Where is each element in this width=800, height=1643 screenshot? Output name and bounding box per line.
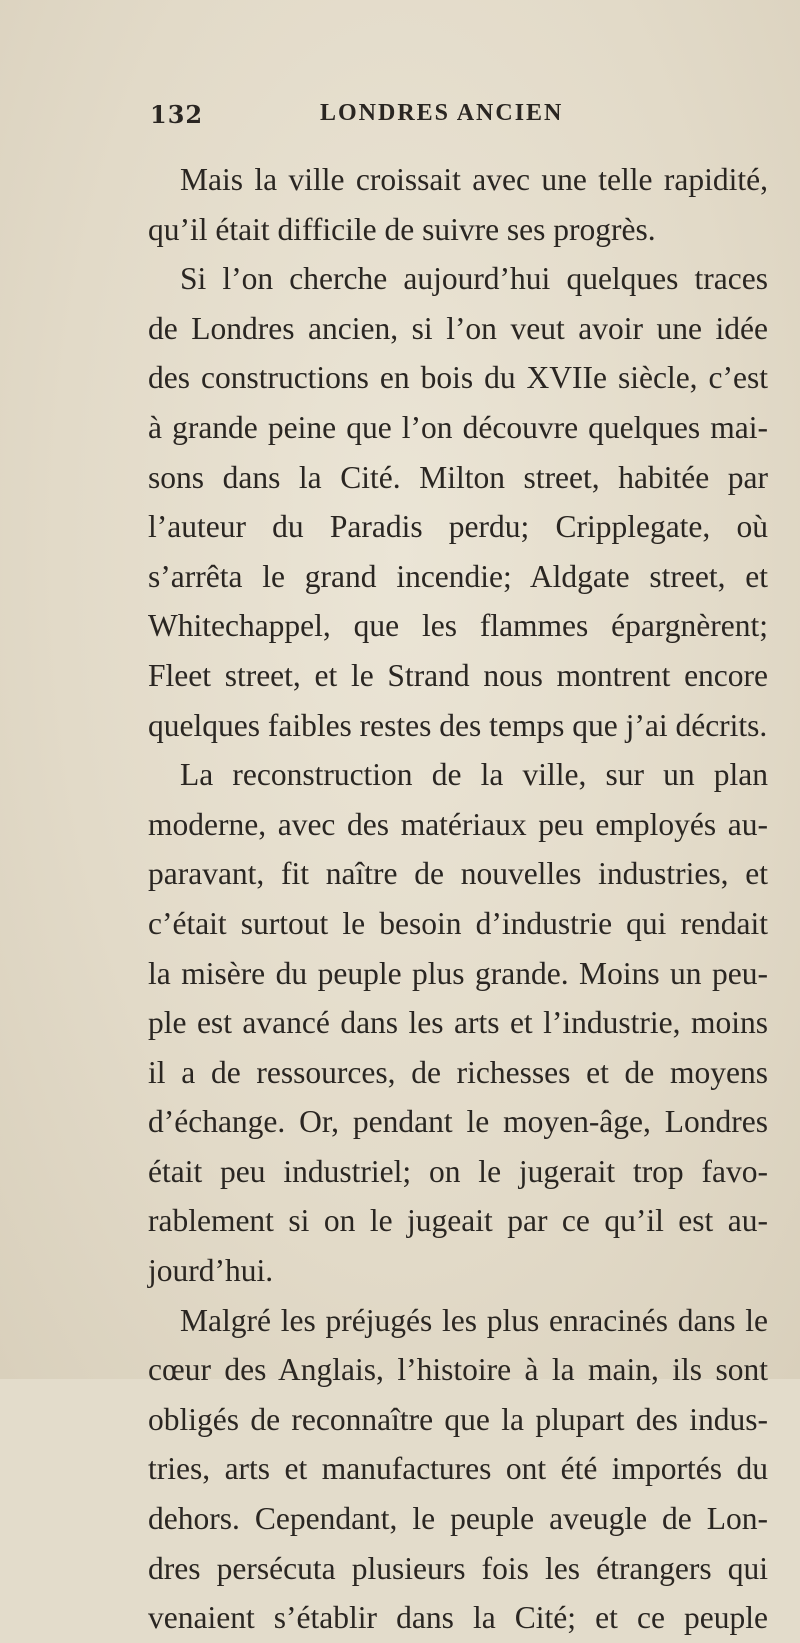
text-line: qu’il était difficile de suivre ses progrès. — [148, 211, 656, 247]
text-line: obligés de reconnaître que la plupart des indus- — [148, 1401, 768, 1437]
text-line: sons dans la Cité. Milton street, habitée par — [148, 459, 768, 495]
text-line: jourd’hui. — [148, 1253, 274, 1289]
text-line: Malgré les préjugés les plus enracinés dans le — [180, 1302, 768, 1338]
text-line: à grande peine que l’on découvre quelques mai- — [148, 409, 768, 445]
text-line: La reconstruction de la ville, sur un plan — [180, 757, 768, 793]
text-line: l’auteur du Paradis perdu; Cripplegate, où — [148, 509, 768, 545]
text-line: rablement si on le jugeait par ce qu’il est au- — [148, 1203, 768, 1239]
text-line: était peu industriel; on le jugerait trop favo- — [148, 1153, 768, 1189]
text-line: ple est avancé dans les arts et l’industrie, moins — [148, 1005, 768, 1041]
text-line: d’échange. Or, pendant le moyen-âge, Londres — [148, 1104, 768, 1140]
page-header — [150, 100, 760, 140]
text-line: Fleet street, et le Strand nous montrent encore — [148, 657, 768, 693]
text-line: la misère du peuple plus grande. Moins un peu- — [148, 955, 768, 991]
text-line: quelques faibles restes des temps que j’ai décrits. — [148, 707, 768, 743]
text-line: de Londres ancien, si l’on veut avoir une idée — [148, 310, 768, 346]
text-line: dehors. Cependant, le peuple aveugle de Lon- — [148, 1501, 768, 1537]
text-line: cœur des Anglais, l’histoire à la main, ils sont — [148, 1352, 768, 1388]
text-line: tries, arts et manufactures ont été importés du — [148, 1451, 768, 1487]
body-text — [148, 155, 768, 1643]
text-line: c’était surtout le besoin d’industrie qui rendait — [148, 905, 768, 941]
text-line: moderne, avec des matériaux peu employés au- — [148, 806, 768, 842]
text-line: il a de ressources, de richesses et de moyens — [148, 1054, 768, 1090]
text-line: des constructions en bois du XVIIe siècle, c’est — [148, 360, 768, 396]
text-line: s’arrêta le grand incendie; Aldgate street, et — [148, 558, 768, 594]
text-line: paravant, fit naître de nouvelles industries, et — [148, 856, 768, 892]
text-line: dres persécuta plusieurs fois les étrangers qui — [148, 1550, 768, 1586]
text-line: Whitechappel, que les flammes épargnèrent; — [148, 608, 768, 644]
text-line: venaient s’établir dans la Cité; et ce peuple — [148, 1600, 768, 1636]
page-number: 132 — [150, 100, 204, 129]
running-title: LONDRES ANCIEN — [320, 100, 564, 126]
text-line: Mais la ville croissait avec une telle rapidité, — [180, 162, 768, 197]
text-line: Si l’on cherche aujourd’hui quelques traces — [180, 261, 768, 297]
